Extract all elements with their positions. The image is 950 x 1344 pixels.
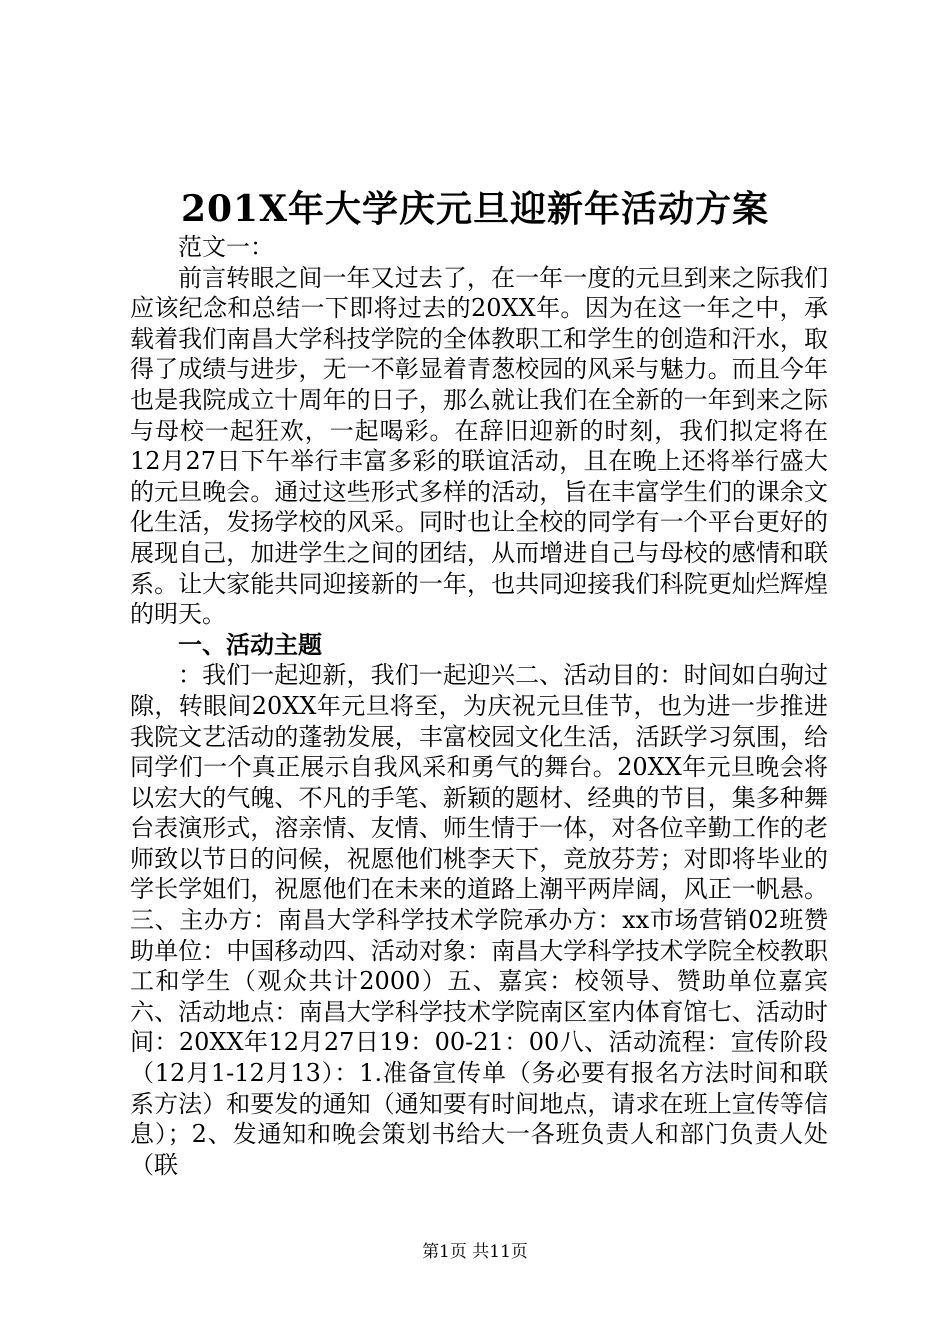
document-title: 201X年大学庆元旦迎新年活动方案	[180, 188, 770, 230]
section-heading: 一、活动主题	[178, 629, 322, 659]
section-label: 范文一：	[178, 233, 274, 261]
document-body	[130, 232, 828, 1180]
body-paragraph: ：我们一起迎新，我们一起迎兴二、活动目的：时间如白驹过隙，转眼间20XX年元旦将至，为庆祝元旦佳节，也为进一步推进我院文艺活动的蓬勃发展，丰富校园文化生活，活跃学习氛围，给同学们一个真正展示自我风采和勇气的舞台。20XX年元旦晚会将以宏大的气魄、不凡的手笔、新颖的题材、经典的节目，集多种舞台表演形式，溶亲情、友情、师生情于一体，对各位辛勤工作的老师致以节日的问候，祝愿他们桃李天下，竞放芬芳；对即将毕业的学长学姐们，祝愿他们在未来的道路上潮平两岸阔，风正一帆悬。三、主办方：南昌大学科学技术学院承办方：xx市场营销02班赞助单位：中国移动四、活动对象：南昌大学科学技术学院全校教职工和学生（观众共计2000）五、嘉宾：校领导、赞助单位嘉宾六、活动地点：南昌大学科学技术学院南区室内体育馆七、活动时间：20XX年12月27日19：00-21：00八、活动流程：宣传阶段（12月1-12月13）：1.准备宣传单（务必要有报名方法时间和联系方法）和要发的通知（通知要有时间地点，请求在班上宣传等信息）；2、发通知和晚会策划书给大一各班负责人和部门负责人处（联	[130, 661, 828, 1179]
page-number: 第1页 共11页	[422, 1242, 528, 1262]
preface-paragraph: 前言转眼之间一年又过去了，在一年一度的元旦到来之际我们应该纪念和总结一下即将过去的20XX年。因为在这一年之中，承载着我们南昌大学科技学院的全体教职工和学生的创造和汗水，取得了成绩与进步，无一不彰显着青葱校园的风采与魅力。而且今年也是我院成立十周年的日子，那么就让我们在全新的一年到来之际与母校一起狂欢，一起喝彩。在辞旧迎新的时刻，我们拟定将在12月27日下午举行丰富多彩的联谊活动，且在晚上还将举行盛大的元旦晚会。通过这些形式多样的活动，旨在丰富学生们的课余文化生活，发扬学校的风采。同时也让全校的同学有一个平台更好的展现自己，加进学生之间的团结，从而增进自己与母校的感情和联系。让大家能共同迎接新的一年，也共同迎接我们科院更灿烂辉煌的明天。	[130, 263, 828, 629]
